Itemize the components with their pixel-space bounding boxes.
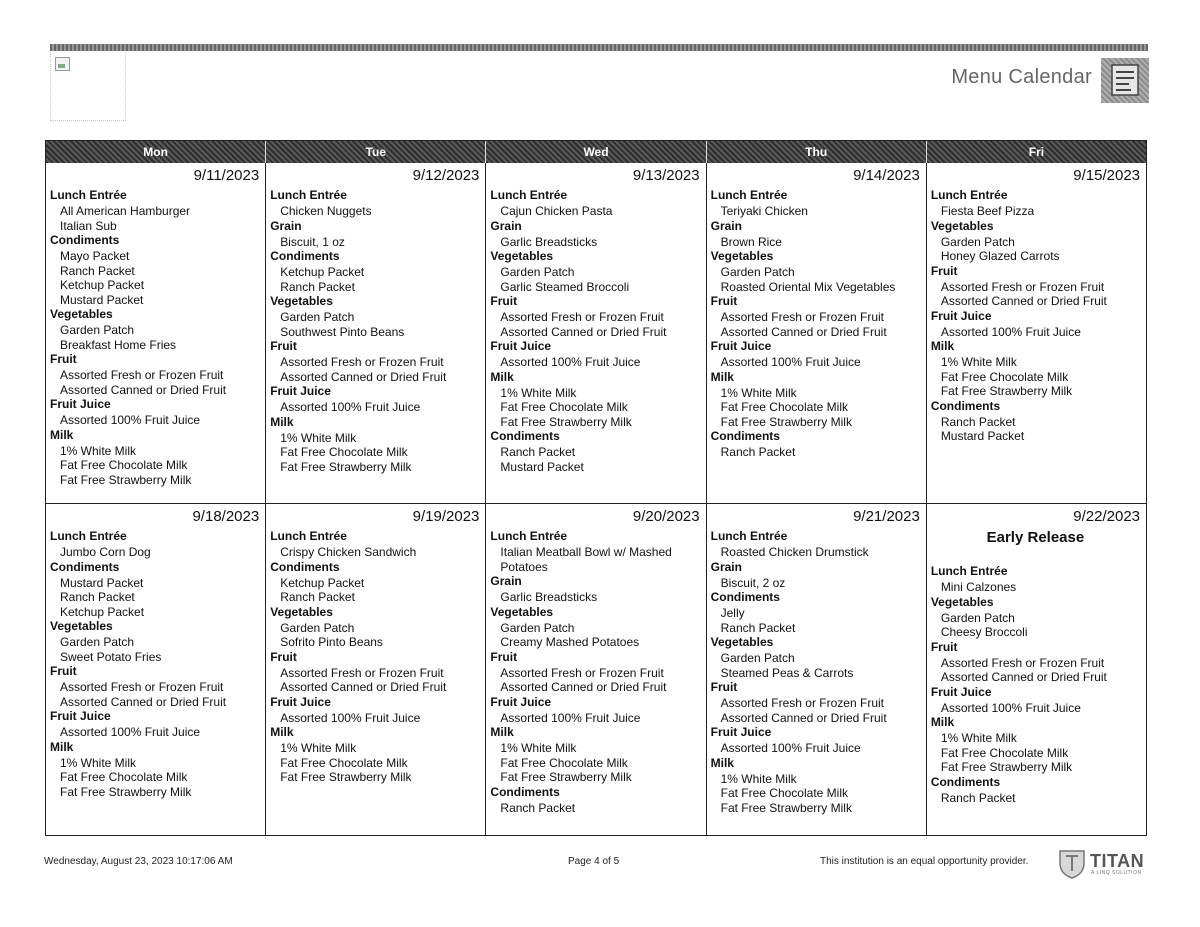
day-cell [486,163,706,503]
menu-item: Assorted Fresh or Frozen Fruit [720,696,884,710]
menu-item: Ranch Packet [280,590,355,604]
menu-item: Garden Patch [60,323,135,337]
menu-item: Sofrito Pinto Beans [280,635,383,649]
menu-item: Assorted Fresh or Frozen Fruit [60,680,224,694]
day-date: 9/21/2023 [853,508,920,525]
weekday-wed: Wed [486,141,706,163]
menu-item: Steamed Peas & Carrots [720,665,854,680]
menu-item: 1% White Milk [940,731,1017,745]
menu-item: Fat Free Strawberry Milk [940,384,1073,398]
menu-item: Ranch Packet [720,620,796,635]
menu-item: Italian Sub [60,218,117,233]
menu-category: Vegetables [50,619,113,633]
menu-item: Cheesy Broccoli [940,625,1028,639]
menu-category: Fruit Juice [710,725,772,739]
menu-item: Biscuit, 2 oz [720,575,786,590]
menu-category: Lunch Entrée [270,188,347,202]
menu-category: Grain [710,559,742,574]
day-date: 9/18/2023 [192,508,260,525]
print-timestamp: Wednesday, August 23, 2023 10:17:06 AM [44,856,233,867]
menu-item: Fat Free Chocolate Milk [500,400,628,414]
day-date: 9/13/2023 [632,167,700,184]
menu-item: 1% White Milk [500,385,577,400]
menu-category: Vegetables [50,307,113,321]
menu-item: Fat Free Strawberry Milk [60,472,192,487]
page-number: Page 4 of 5 [568,856,620,867]
menu-item: Assorted Canned or Dried Fruit [280,369,447,384]
menu-category: Milk [930,715,955,729]
menu-item: 1% White Milk [940,355,1017,369]
menu-category: Lunch Entrée [930,188,1008,202]
day-date: 9/15/2023 [1073,167,1141,184]
menu-item: Assorted Canned or Dried Fruit [720,710,887,725]
menu-item: Assorted 100% Fruit Juice [280,400,421,414]
day-cell [266,163,486,503]
weekday-header-row [46,141,1146,163]
menu-item: Italian Meatball Bowl w/ Mashed [500,545,672,559]
day-date: 9/12/2023 [412,167,480,184]
titan-shield-icon [1058,849,1086,879]
menu-item: Assorted Fresh or Frozen Fruit [280,665,444,680]
menu-item: Garden Patch [280,310,355,324]
menu-item: Garden Patch [280,620,355,635]
menu-category: Lunch Entrée [490,188,568,202]
menu-item: 1% White Milk [280,430,357,445]
menu-category: Vegetables [490,249,554,263]
menu-item: Assorted 100% Fruit Juice [940,324,1081,339]
menu-item: Sweet Potato Fries [60,649,162,664]
menu-category: Lunch Entrée [710,529,788,543]
menu-item: Creamy Mashed Potatoes [500,635,640,649]
day-cell [46,163,266,503]
menu-item: Honey Glazed Carrots [940,249,1060,263]
menu-item: Teriyaki Chicken [720,204,808,218]
menu-item: All American Hamburger [60,204,191,218]
menu-item: Garden Patch [720,265,795,279]
menu-item: Assorted Canned or Dried Fruit [500,324,667,339]
menu-category: Condiments [50,233,120,247]
menu-category: Lunch Entrée [710,188,788,202]
menu-category: Fruit [50,352,77,366]
menu-item: Fat Free Chocolate Milk [280,755,408,770]
titan-wordmark: TITAN [1090,851,1145,871]
weekday-fri: Fri [927,141,1146,163]
menu-category: Condiments [490,784,560,799]
menu-item: 1% White Milk [720,385,797,400]
menu-item: Garden Patch [720,651,795,665]
menu-item: Fat Free Strawberry Milk [720,800,852,815]
menu-item: Assorted Canned or Dried Fruit [720,324,887,339]
menu-category: Milk [490,725,514,739]
menu-item: Fat Free Strawberry Milk [280,770,412,784]
menu-item: Assorted Canned or Dried Fruit [280,680,447,694]
menu-item: Assorted 100% Fruit Juice [940,700,1081,715]
menu-category: Milk [930,339,955,353]
menu-category: Fruit [490,294,518,308]
menu-item: Assorted Fresh or Frozen Fruit [280,355,444,369]
menu-item: Ranch Packet [940,414,1016,429]
menu-item: Assorted 100% Fruit Juice [60,413,201,427]
menu-item: Assorted 100% Fruit Juice [500,710,641,725]
menu-item: Fat Free Strawberry Milk [280,459,412,474]
menu-item: Fat Free Chocolate Milk [280,445,408,459]
menu-item: Mustard Packet [60,292,144,307]
menu-item: Ketchup Packet [280,265,365,279]
menu-item: Assorted 100% Fruit Juice [720,355,861,369]
day-date: 9/22/2023 [1073,508,1141,525]
menu-item: Ranch Packet [500,445,576,459]
menu-category: Vegetables [930,594,994,609]
menu-item: Jelly [720,606,745,620]
day-date: 9/19/2023 [412,508,480,525]
menu-item: Fat Free Strawberry Milk [60,784,192,799]
day-date: 9/14/2023 [853,167,920,184]
menu-item: Garlic Steamed Broccoli [500,279,630,294]
menu-item: Potatoes [500,559,548,574]
menu-item: Chicken Nuggets [280,204,372,218]
menu-item: Assorted Fresh or Frozen Fruit [940,655,1105,670]
menu-category: Fruit [270,649,297,664]
menu-category: Vegetables [710,635,774,649]
menu-category: Fruit [710,680,738,694]
menu-item: Southwest Pinto Beans [280,324,405,339]
menu-category: Fruit [270,339,297,353]
menu-item: Fat Free Strawberry Milk [500,770,632,784]
menu-item: 1% White Milk [720,771,797,786]
menu-category: Fruit [50,664,77,678]
menu-item: Assorted Fresh or Frozen Fruit [60,368,224,382]
day-cell [707,504,927,836]
header-rule [50,44,1148,51]
menu-category: Condiments [490,429,560,443]
menu-category: Lunch Entrée [50,529,127,543]
menu-category: Vegetables [490,604,554,619]
menu-item: Assorted Canned or Dried Fruit [940,294,1107,308]
menu-item: Ranch Packet [500,800,576,815]
week-row-2 [46,504,1146,836]
menu-category: Milk [50,739,74,754]
menu-item: Assorted Canned or Dried Fruit [60,382,227,397]
menu-item: Ketchup Packet [60,604,145,619]
menu-item: Fat Free Strawberry Milk [720,414,852,429]
menu-category: Lunch Entrée [930,564,1008,578]
day-cell [46,504,266,836]
menu-category: Fruit Juice [930,308,992,323]
menu-item: Mayo Packet [60,249,130,263]
menu-item: Ranch Packet [280,279,355,294]
menu-category: Fruit [490,649,518,664]
menu-item: Jumbo Corn Dog [60,545,151,559]
menu-calendar-grid [45,140,1147,836]
menu-category: Lunch Entrée [490,529,568,543]
menu-item: Garden Patch [500,265,575,279]
menu-item: Assorted Canned or Dried Fruit [500,680,667,694]
menu-category: Grain [490,218,522,233]
menu-category: Fruit [710,294,738,308]
menu-item: Garlic Breadsticks [500,590,598,604]
menu-item: Fat Free Chocolate Milk [720,786,848,800]
menu-item: Garlic Breadsticks [500,234,598,249]
menu-item: 1% White Milk [280,741,357,755]
menu-category: Fruit Juice [710,339,772,353]
menu-category: Fruit Juice [490,694,552,709]
menu-item: Assorted 100% Fruit Juice [500,355,641,369]
menu-item: Fat Free Chocolate Milk [500,755,628,770]
menu-item: Mustard Packet [500,459,584,474]
equal-opportunity-notice: This institution is an equal opportunity provider. [820,856,1029,867]
menu-category: Grain [710,218,742,233]
weekday-thu: Thu [707,141,927,163]
menu-category: Fruit Juice [930,684,992,699]
menu-category: Condiments [710,590,780,604]
menu-item: Ranch Packet [720,445,796,459]
menu-item: Assorted 100% Fruit Juice [720,741,861,755]
menu-category: Vegetables [270,294,333,308]
weekday-tue: Tue [266,141,486,163]
menu-item: Assorted Fresh or Frozen Fruit [500,310,664,324]
day-note: Early Release [986,529,1085,546]
menu-item: Assorted Canned or Dried Fruit [940,670,1107,684]
menu-item: Mustard Packet [940,429,1025,443]
menu-item: Assorted 100% Fruit Juice [280,710,421,725]
menu-item: Ranch Packet [940,790,1016,805]
menu-item: Breakfast Home Fries [60,337,177,352]
menu-item: Cajun Chicken Pasta [500,204,613,218]
week-row-1 [46,163,1146,504]
menu-item: Assorted Canned or Dried Fruit [60,694,227,709]
menu-category: Lunch Entrée [270,529,347,543]
menu-item: Assorted Fresh or Frozen Fruit [720,310,884,324]
menu-category: Condiments [50,559,120,574]
menu-item: Mini Calzones [940,580,1017,594]
menu-category: Lunch Entrée [50,188,127,202]
menu-category: Grain [490,574,522,588]
menu-item: Assorted Fresh or Frozen Fruit [500,665,664,680]
menu-category: Milk [710,755,734,770]
menu-category: Fruit Juice [270,694,331,709]
menu-category: Condiments [930,398,1001,413]
menu-item: Ranch Packet [60,590,135,604]
menu-item: Fiesta Beef Pizza [940,204,1035,218]
menu-item: 1% White Milk [60,755,137,770]
menu-item: Fat Free Chocolate Milk [720,400,848,414]
menu-category: Condiments [270,559,340,574]
menu-category: Grain [270,218,302,233]
menu-category: Vegetables [270,604,333,619]
menu-item: Fat Free Chocolate Milk [940,745,1069,760]
menu-item: Ketchup Packet [280,575,365,590]
menu-category: Milk [270,725,294,739]
menu-item: 1% White Milk [500,741,577,755]
day-cell [266,504,486,836]
menu-category: Milk [50,427,74,442]
menu-item: Garden Patch [500,620,575,635]
weekday-mon: Mon [46,141,266,163]
menu-category: Fruit Juice [50,397,111,411]
day-date: 9/20/2023 [632,508,700,525]
menu-item: Garden Patch [940,610,1015,625]
menu-category: Vegetables [710,249,774,263]
menu-item: Assorted Fresh or Frozen Fruit [940,279,1105,294]
menu-item: Brown Rice [720,234,782,249]
menu-category: Milk [270,414,294,429]
titan-logo [1058,849,1148,879]
menu-item: Fat Free Chocolate Milk [60,458,188,472]
menu-category: Fruit [930,263,958,278]
titan-tagline: A LINQ SOLUTION [1091,870,1142,876]
menu-item: Ketchup Packet [60,278,145,292]
day-cell [927,504,1146,836]
menu-item: Garden Patch [940,234,1015,249]
day-cell [927,163,1146,503]
menu-category: Condiments [930,774,1001,789]
menu-item: 1% White Milk [60,443,137,458]
menu-category: Fruit Juice [490,339,552,353]
day-cell [707,163,927,503]
menu-category: Condiments [710,429,780,443]
menu-calendar-icon [1101,58,1149,103]
menu-item: Mustard Packet [60,575,144,590]
menu-category: Fruit [930,639,958,654]
menu-category: Milk [710,369,734,384]
day-date: 9/11/2023 [193,167,260,184]
menu-item: Roasted Oriental Mix Vegetables [720,279,896,294]
menu-category: Milk [490,369,514,384]
menu-item: Roasted Chicken Drumstick [720,545,869,559]
menu-category: Condiments [270,249,340,263]
menu-item: Fat Free Strawberry Milk [940,760,1073,774]
district-logo [50,52,126,121]
menu-item: Crispy Chicken Sandwich [280,545,417,559]
menu-category: Fruit Juice [50,709,111,723]
menu-item: Fat Free Chocolate Milk [940,369,1069,384]
menu-item: Assorted 100% Fruit Juice [60,725,201,739]
menu-category: Vegetables [930,218,994,233]
menu-item: Garden Patch [60,635,135,649]
page-title: Menu Calendar [951,66,1092,88]
broken-image-icon [55,57,70,71]
menu-item: Fat Free Chocolate Milk [60,770,188,784]
menu-category: Fruit Juice [270,384,331,398]
menu-item: Fat Free Strawberry Milk [500,414,632,429]
menu-item: Ranch Packet [60,263,135,278]
day-cell [486,504,706,836]
menu-item: Biscuit, 1 oz [280,234,345,249]
